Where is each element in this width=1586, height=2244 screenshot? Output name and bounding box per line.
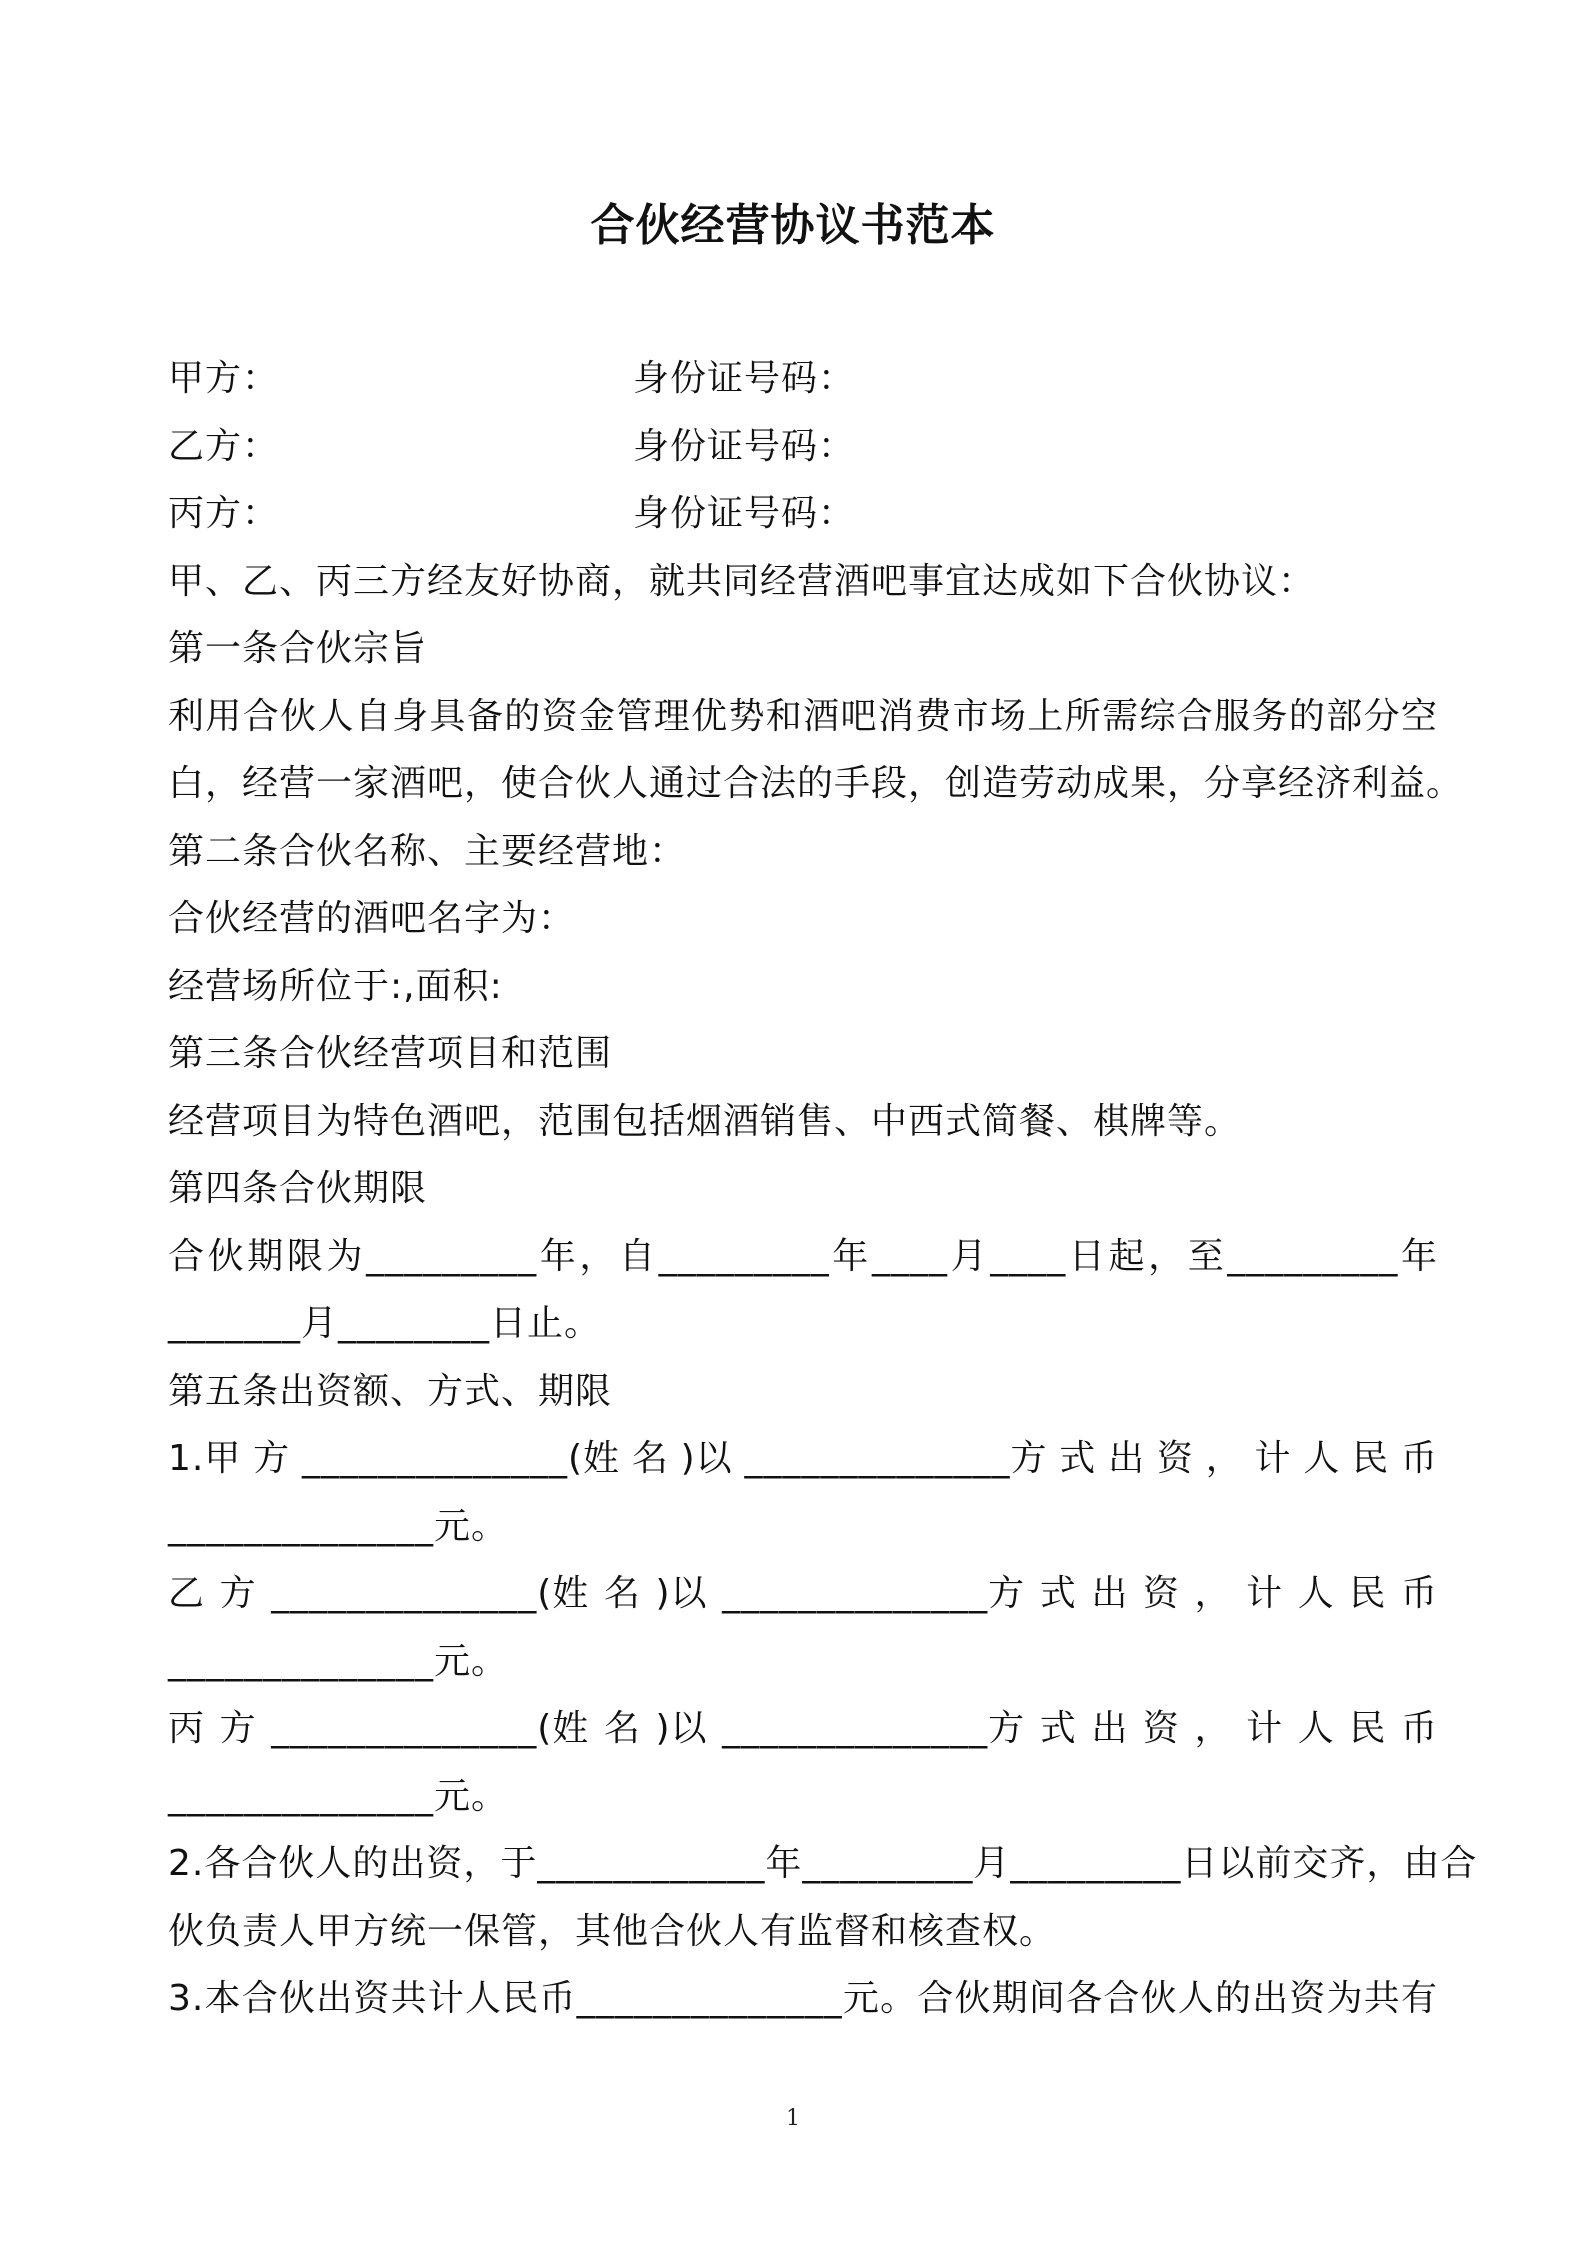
text-segment: 名 (603, 1573, 641, 1614)
text-segment: 民 (1349, 1573, 1387, 1614)
text-segment: 乙 (168, 1573, 206, 1614)
text-segment: 方 (219, 1708, 257, 1749)
text-segment: ______________方 (722, 1708, 1026, 1749)
text-segment: 民 (1349, 1708, 1387, 1749)
text-segment: 人 (1297, 1573, 1335, 1614)
text-segment: 币 (1400, 1573, 1438, 1614)
text-segment: 计 (1246, 1708, 1284, 1749)
text-segment: )以 (655, 1708, 708, 1749)
document-title: 合伙经营协议书范本 (590, 200, 996, 251)
contribution-line-jia (168, 1425, 1438, 1493)
page-number: 1 (786, 2106, 800, 2131)
text-segment: 式 (1059, 1438, 1097, 1479)
contribution-amount-line: ______________元。 (168, 1505, 509, 1547)
contribution-amount-line: ______________元。 (168, 1640, 509, 1682)
bar-name-line: 合伙经营的酒吧名字为： (168, 898, 576, 939)
text-segment: ， (1194, 1708, 1232, 1749)
contribution-line-yi (168, 1560, 1438, 1628)
party-label: 丙方： (168, 493, 280, 534)
text-segment: 计 (1254, 1438, 1292, 1479)
text-segment: 方 (253, 1438, 291, 1479)
text-segment: 币 (1400, 1438, 1438, 1479)
article-4-heading: 第四条合伙期限 (168, 1168, 428, 1209)
text-segment: 名 (631, 1438, 669, 1479)
party-label: 乙方： (168, 425, 280, 467)
article-5-item-2-line: 2.各合伙人的出资，于____________年_________月_________日以前交齐，由合 (168, 1843, 1478, 1884)
text-segment: 资 (1142, 1573, 1180, 1614)
article-5-heading: 第五条出资额、方式、期限 (168, 1370, 613, 1412)
party-row-yi (168, 413, 1438, 481)
intro-paragraph: 甲、乙、丙三方经友好协商，就共同经营酒吧事宜达成如下合伙协议： (168, 560, 1316, 602)
text-segment: 名 (603, 1708, 641, 1749)
text-segment: ______________(姓 (271, 1708, 590, 1749)
location-line: 经营场所位于:,面积: (168, 965, 503, 1007)
party-row-jia (168, 345, 1438, 413)
party-row-bing (168, 480, 1438, 548)
text-segment: 民 (1352, 1438, 1390, 1479)
document-body (168, 345, 1478, 2033)
text-segment: 出 (1091, 1573, 1129, 1614)
article-3-heading: 第三条合伙经营项目和范围 (168, 1033, 613, 1074)
text-segment: 人 (1303, 1438, 1341, 1479)
article-1-text-line: 利用合伙人自身具备的资金管理优势和酒吧消费市场上所需综合服务的部分空 (168, 695, 1438, 737)
text-segment: ______________方 (744, 1438, 1048, 1479)
text-segment: 式 (1039, 1573, 1077, 1614)
term-line: _______月________日止。 (168, 1303, 602, 1344)
text-segment: )以 (655, 1573, 708, 1614)
text-segment: ______________(姓 (301, 1438, 621, 1479)
party-label: 甲方： (168, 358, 280, 399)
text-segment: 式 (1039, 1708, 1077, 1749)
id-number-label: 身份证号码： (633, 358, 856, 399)
contribution-line-bing (168, 1695, 1438, 1763)
text-segment: 丙 (168, 1708, 206, 1749)
text-segment: 出 (1091, 1708, 1129, 1749)
article-2-heading: 第二条合伙名称、主要经营地： (168, 830, 687, 872)
contribution-amount-line: ______________元。 (168, 1775, 509, 1817)
article-3-text-line: 经营项目为特色酒吧，范围包括烟酒销售、中西式简餐、棋牌等。 (168, 1100, 1242, 1142)
id-number-label: 身份证号码： (633, 493, 856, 534)
text-segment: ______________(姓 (271, 1573, 590, 1614)
text-segment: 出 (1108, 1438, 1146, 1479)
text-segment: 资 (1142, 1708, 1180, 1749)
term-line: 合伙期限为_________年，自_________年____月____日起，至_________年 (168, 1235, 1438, 1277)
text-segment: 资 (1156, 1438, 1194, 1479)
text-segment: ， (1205, 1438, 1243, 1479)
text-segment: 人 (1297, 1708, 1335, 1749)
article-1-text-line: 白，经营一家酒吧，使合伙人通过合法的手段，创造劳动成果，分享经济利益。 (168, 763, 1464, 804)
id-number-label: 身份证号码： (633, 425, 856, 467)
text-segment: )以 (680, 1438, 733, 1479)
article-1-heading: 第一条合伙宗旨 (168, 628, 428, 669)
article-5-item-2-line: 伙负责人甲方统一保管，其他合伙人有监督和核查权。 (168, 1910, 1057, 1952)
text-segment: 计 (1246, 1573, 1284, 1614)
text-segment: ______________方 (722, 1573, 1026, 1614)
text-segment: 1.甲 (168, 1438, 242, 1479)
text-segment: 方 (219, 1573, 257, 1614)
text-segment: ， (1194, 1573, 1232, 1614)
text-segment: 币 (1400, 1708, 1438, 1749)
article-5-item-3-line: 3.本合伙出资共计人民币______________元。合伙期间各合伙人的出资为共有 (168, 1978, 1438, 2019)
